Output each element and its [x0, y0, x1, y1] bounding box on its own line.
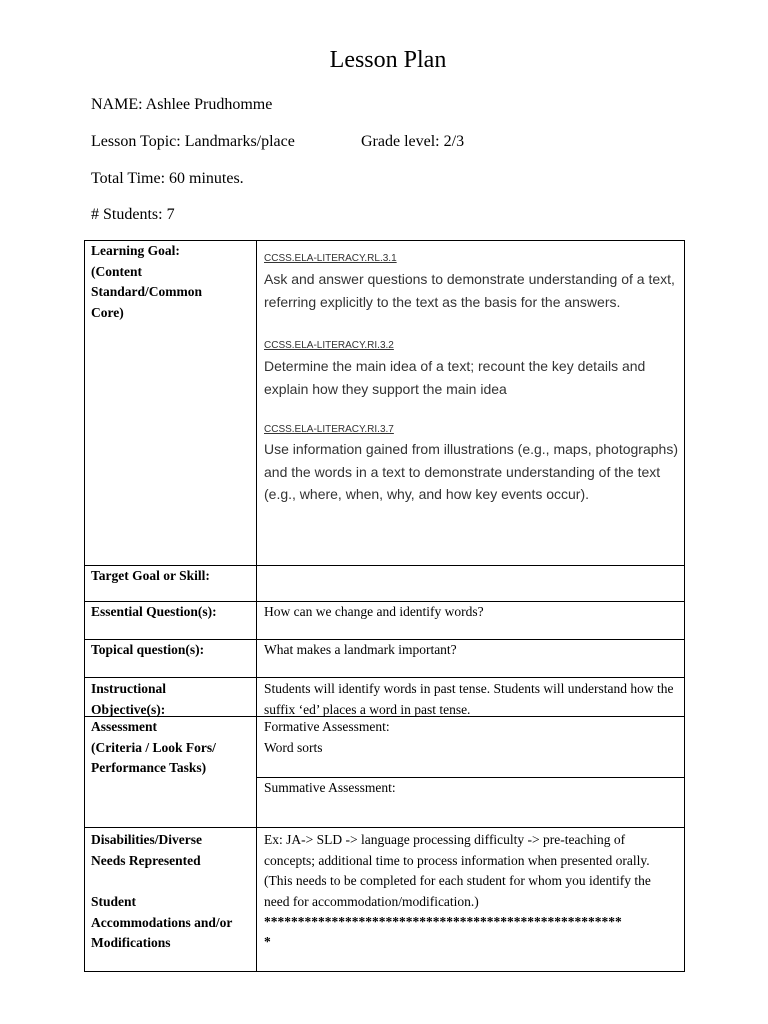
standard-code: CCSS.ELA-LITERACY.RL.3.1 [264, 253, 397, 264]
essential-question-label: Essential Question(s): [91, 604, 217, 619]
topic-line: Lesson Topic: Landmarks/place [91, 133, 295, 150]
standard-text: Use information gained from illustrations (e.g., maps, photographs) and the words in a text to demonstrate understanding of the text (e.g., where, when, why, and how key events occur). [264, 441, 678, 502]
learning-goal-label: Learning Goal: (Content Standard/Common Core) [91, 243, 203, 320]
students-line: # Students: 7 [91, 206, 175, 223]
topical-question-value: What makes a landmark important? [264, 642, 457, 657]
disabilities-label: Disabilities/Diverse Needs Represented [91, 832, 202, 868]
topical-question-label: Topical question(s): [91, 642, 205, 657]
instructional-objective-label: Instructional Objective(s): [91, 681, 167, 717]
standard-code: CCSS.ELA-LITERACY.RI.3.2 [264, 340, 394, 351]
grade-line: Grade level: 2/3 [361, 133, 465, 150]
accommodations-label: Student Accommodations and/or Modifications [91, 894, 233, 950]
target-goal-label: Target Goal or Skill: [91, 568, 210, 583]
summative-assessment-label: Summative Assessment: [264, 780, 396, 795]
table-border-right [684, 240, 685, 972]
instructional-objective-value: Students will identify words in past tense. Students will understand how the suffix ‘ed’ places a word in past tense. [264, 681, 674, 717]
row-border [84, 971, 685, 972]
page-title: Lesson Plan [329, 47, 447, 73]
formative-assessment-value: Word sorts [264, 740, 323, 755]
row-border [84, 827, 685, 828]
time-line: Total Time: 60 minutes. [91, 170, 244, 187]
essential-question-value: How can we change and identify words? [264, 604, 484, 619]
stars-line: ***************************************************** [264, 914, 622, 929]
table-border-left [84, 240, 85, 972]
formative-assessment-label: Formative Assessment: [264, 719, 390, 734]
standard-code: CCSS.ELA-LITERACY.RI.3.7 [264, 424, 394, 435]
name-line: NAME: Ashlee Prudhomme [91, 96, 273, 113]
assessment-label: Assessment (Criteria / Look Fors/ Performance Tasks) [91, 719, 216, 775]
table-divider [256, 240, 257, 972]
stars-line: * [264, 934, 271, 949]
standard-text: Determine the main idea of a text; recount the key details and explain how they support the main idea [264, 358, 646, 397]
disabilities-value: Ex: JA-> SLD -> language processing difficulty -> pre-teaching of concepts; additional time to process information when presented orally. (This needs to be completed for each student for whom you identify the need for accommodation/modification.) [264, 832, 651, 909]
standard-text: Ask and answer questions to demonstrate understanding of a text, referring explicitly to the text as the basis for the answers. [264, 271, 675, 310]
row-border [84, 677, 685, 678]
